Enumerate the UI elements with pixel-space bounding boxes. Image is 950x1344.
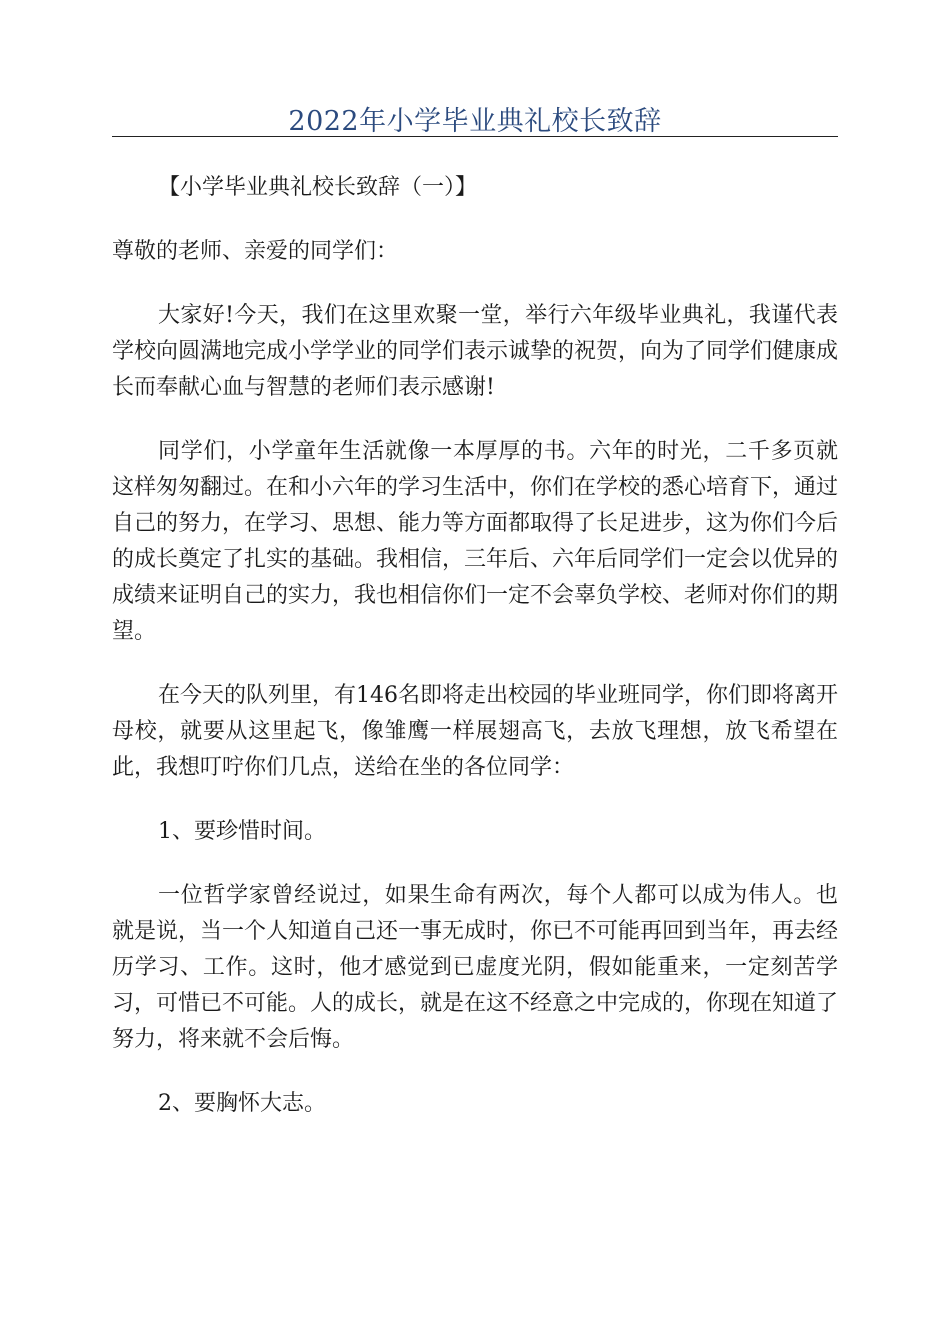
paragraph-greeting: 大家好!今天，我们在这里欢聚一堂，举行六年级毕业典礼，我谨代表学校向圆满地完成小学学业的同学们表示诚挚的祝贺，向为了同学们健康成长而奉献心血与智慧的老师们表示感谢!: [112, 303, 839, 400]
point-heading-2: 2、要胸怀大志。: [158, 1091, 326, 1116]
paragraph-time: 一位哲学家曾经说过，如果生命有两次，每个人都可以成为伟人。也就是说，当一个人知道自己还一事无成时，你已不可能再回到当年，再去经历学习、工作。这时，他才感觉到已虚度光阴，假如能重来，一定刻苦学习，可惜已不可能。人的成长，就是在这不经意之中完成的，你现在知道了努力，将来就不会后悔。: [112, 883, 839, 1052]
document-body: [112, 170, 838, 1150]
paragraph-childhood: 同学们，小学童年生活就像一本厚厚的书。六年的时光，二千多页就这样匆匆翻过。在和小六年的学习生活中，你们在学校的悉心培育下，通过自己的努力，在学习、思想、能力等方面都取得了长足进步，这为你们今后的成长奠定了扎实的基础。我相信，三年后、六年后同学们一定会以优异的成绩来证明自己的实力，我也相信你们一定不会辜负学校、老师对你们的期望。: [112, 439, 839, 644]
section-heading: 【小学毕业典礼校长致辞（一）】: [158, 175, 478, 200]
point-heading-1: 1、要珍惜时间。: [158, 819, 326, 844]
document-title: 2022年小学毕业典礼校长致辞: [288, 106, 662, 137]
salutation: 尊敬的老师、亲爱的同学们：: [112, 239, 399, 264]
paragraph-graduates: 在今天的队列里，有146名即将走出校园的毕业班同学，你们即将离开母校，就要从这里起飞，像雏鹰一样展翅高飞，去放飞理想，放飞希望在此，我想叮咛你们几点，送给在坐的各位同学：: [112, 683, 838, 780]
title-underline: [112, 136, 838, 137]
